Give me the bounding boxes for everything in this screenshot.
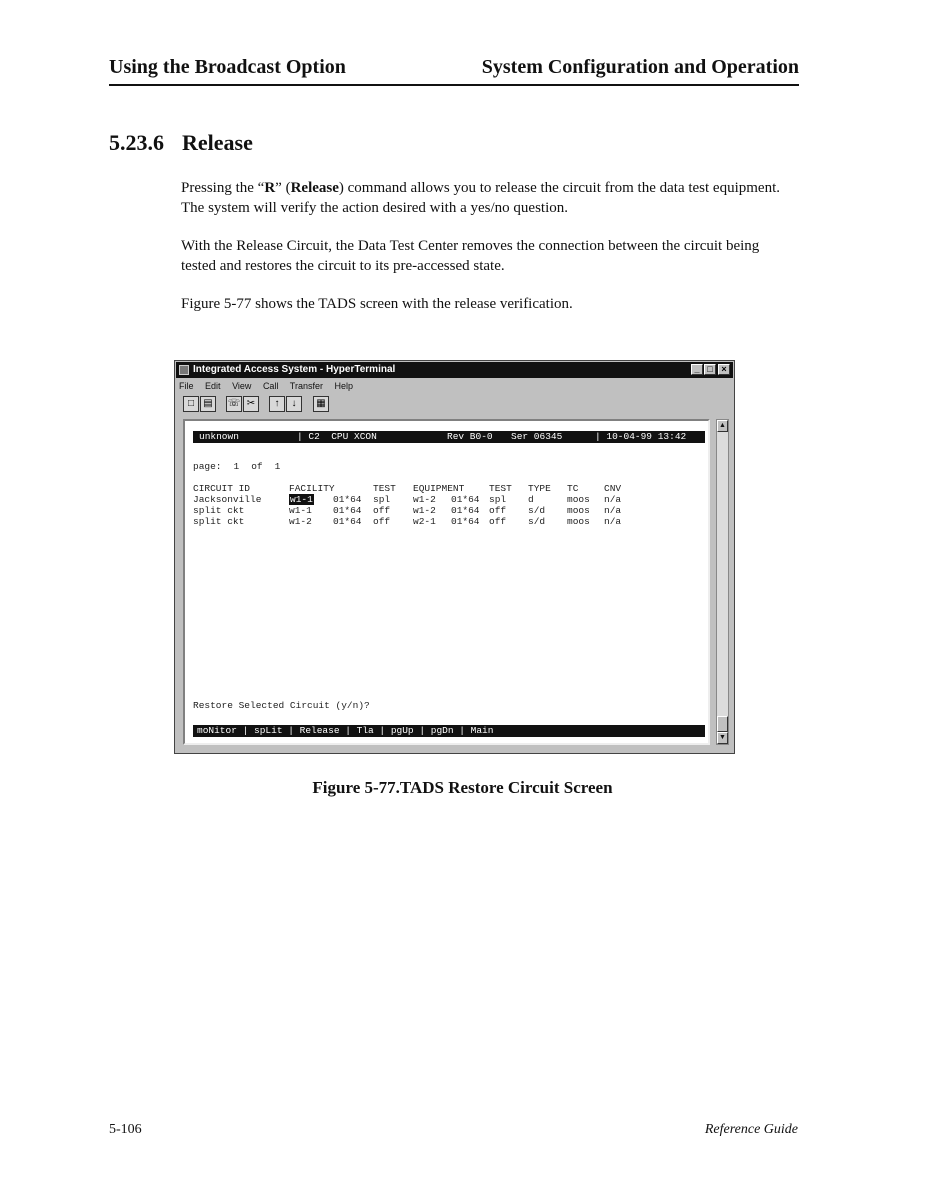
terminal-screen[interactable] (183, 419, 710, 745)
open-folder-icon[interactable]: ▤ (200, 396, 216, 412)
paragraph-figure-ref: Figure 5-77 shows the TADS screen with the release verification. (181, 296, 573, 312)
slot-info: | C2 CPU XCON (297, 431, 377, 442)
circuit-id: Jacksonville (193, 494, 262, 505)
table-header (193, 483, 693, 494)
test-mode: off (373, 516, 391, 527)
maximize-button[interactable]: □ (704, 364, 716, 375)
circuit-table (193, 483, 693, 527)
table-row[interactable] (193, 505, 693, 516)
header-left: Using the Broadcast Option (109, 56, 346, 78)
section-heading (109, 130, 253, 156)
facility: w1-1 (289, 505, 312, 516)
command-release: Release (290, 180, 339, 196)
circuit-id: split ckt (193, 516, 245, 527)
column-header: CNV (604, 483, 622, 494)
page-header (109, 56, 799, 86)
equipment-test: off (489, 516, 507, 527)
column-header: EQUIPMENT (413, 483, 465, 494)
column-header: TEST (373, 483, 396, 494)
cnv: n/a (604, 505, 622, 516)
scroll-down-icon[interactable]: ▼ (717, 732, 728, 744)
type: d (528, 494, 534, 505)
table-row[interactable] (193, 494, 693, 505)
facility-cursor[interactable]: w1-1 (290, 494, 313, 505)
properties-icon[interactable]: ▦ (313, 396, 329, 412)
window-titlebar[interactable] (176, 362, 733, 378)
column-header: TYPE (528, 483, 551, 494)
receive-icon[interactable]: ↓ (286, 396, 302, 412)
table-row[interactable] (193, 516, 693, 527)
hyperterminal-icon (179, 365, 189, 375)
serial-number: Ser 06345 (511, 431, 563, 442)
minimize-button[interactable]: _ (691, 364, 703, 375)
text-run: Pressing the “ (181, 180, 265, 196)
tc: moos (567, 494, 590, 505)
menu-bar (179, 379, 362, 393)
page-label: page: (193, 461, 222, 472)
page-number: 5-106 (109, 1122, 142, 1137)
window-title: Integrated Access System - HyperTerminal (193, 364, 396, 375)
text-run: ” ( (275, 180, 291, 196)
equipment-test: spl (489, 494, 507, 505)
footer-guide-title: Reference Guide (704, 1122, 798, 1137)
type: s/d (528, 505, 546, 516)
equipment-test: off (489, 505, 507, 516)
menu-help[interactable]: Help (334, 381, 354, 391)
menu-edit[interactable]: Edit (205, 381, 221, 391)
column-header: TEST (489, 483, 512, 494)
menu-view[interactable]: View (232, 381, 252, 391)
section-title: Release (182, 130, 253, 155)
equipment-rate: 01*64 (451, 494, 480, 505)
new-icon[interactable]: □ (183, 396, 199, 412)
facility-rate: 01*64 (333, 494, 362, 505)
page-of: of (251, 461, 263, 472)
text-run: ) command allows you to release the circuit from the data test equipment. The system will verify the action desired with a yes/no question. (181, 180, 780, 216)
figure-caption: Figure 5-77.TADS Restore Circuit Screen (312, 778, 613, 797)
equipment-rate: 01*64 (451, 516, 480, 527)
type: s/d (528, 516, 546, 527)
page-indicator (193, 461, 292, 472)
vertical-scrollbar[interactable] (716, 419, 729, 745)
close-button[interactable]: × (718, 364, 730, 375)
scroll-up-icon[interactable]: ▲ (717, 420, 728, 432)
circuit-id: split ckt (193, 505, 245, 516)
disconnect-icon[interactable]: ✂ (243, 396, 259, 412)
facility-rate: 01*64 (333, 516, 362, 527)
restore-prompt: Restore Selected Circuit (y/n)? (193, 700, 370, 711)
equipment-rate: 01*64 (451, 505, 480, 516)
equipment: w1-2 (413, 494, 436, 505)
tc: moos (567, 516, 590, 527)
test-mode: off (373, 505, 391, 516)
test-mode: spl (373, 494, 391, 505)
menu-transfer[interactable]: Transfer (289, 381, 323, 391)
cnv: n/a (604, 516, 622, 527)
hyperterminal-window (174, 360, 735, 754)
date-time: | 10-04-99 13:42 (595, 431, 687, 442)
menu-call[interactable]: Call (262, 381, 279, 391)
tc: moos (567, 505, 590, 516)
menu-file[interactable]: File (179, 381, 194, 391)
paragraph-release-command (181, 178, 791, 218)
terminal-status-line (193, 431, 705, 443)
send-icon[interactable]: ↑ (269, 396, 285, 412)
cnv: n/a (604, 494, 622, 505)
connect-phone-icon[interactable]: ☏ (226, 396, 242, 412)
scroll-thumb[interactable] (717, 716, 728, 732)
page-current: 1 (233, 461, 240, 472)
paragraph-release-circuit: With the Release Circuit, the Data Test Center removes the connection between the circuit being tested and restores the circuit to its pre-accessed state. (181, 238, 760, 274)
section-number: 5.23.6 (109, 130, 164, 155)
host-name: unknown (199, 431, 239, 442)
command-bar[interactable]: moNitor | spLit | Release | Tla | pgUp | pgDn | Main (193, 725, 705, 737)
column-header: FACILITY (289, 483, 335, 494)
equipment: w2-1 (413, 516, 436, 527)
header-right: System Configuration and Operation (481, 56, 799, 78)
facility-rate: 01*64 (333, 505, 362, 516)
column-header: CIRCUIT ID (193, 483, 251, 494)
facility: w1-2 (289, 516, 312, 527)
key-r: R (264, 180, 276, 196)
column-header: TC (567, 483, 579, 494)
page-total: 1 (274, 461, 281, 472)
equipment: w1-2 (413, 505, 436, 516)
revision: Rev B0-0 (447, 431, 493, 442)
